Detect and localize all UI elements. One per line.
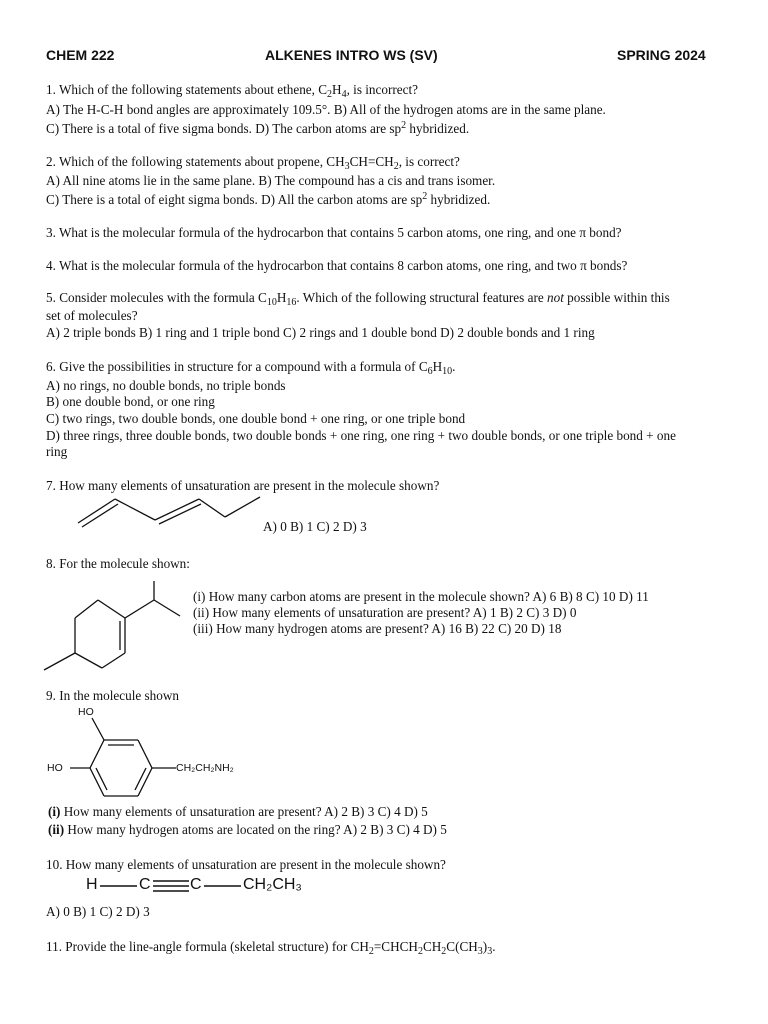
q10-atom-c1: C (139, 876, 151, 893)
q6-choice-c: C) two rings, two double bonds, one double bond + one ring, or one triple bond (46, 411, 466, 426)
q8-part-iii: (iii) How many hydrogen atoms are present? A) 16 B) 22 C) 20 D) 18 (193, 621, 562, 636)
q10-choices: A) 0 B) 1 C) 2 D) 3 (46, 904, 150, 919)
q9-label-ho-top: HO (78, 706, 94, 718)
q8-molecule-skeletal (40, 578, 190, 678)
q6-choice-d: D) three rings, three double bonds, two double bonds + one ring, one ring + two double bonds, or one triple bond + one (46, 428, 676, 443)
course-code: CHEM 222 (46, 47, 115, 63)
q6-choice-d-cont: ring (46, 444, 68, 459)
q2-choices-ab: A) All nine atoms lie in the same plane. B) The compound has a cis and trans isomer. (46, 173, 496, 188)
q5-choices: A) 2 triple bonds B) 1 ring and 1 triple bond C) 2 rings and 1 double bond D) 2 double bonds and 1 ring (46, 325, 595, 340)
q1-stem: 1. Which of the following statements about ethene, $C_2H_4$, is incorrect? (46, 82, 418, 100)
q9-part-ii: (ii) How many hydrogen atoms are located on the ring? A) 2 B) 3 C) 4 D) 5 (48, 822, 447, 837)
q6-stem: 6. Give the possibilities in structure for a compound with a formula of $C_6H_{10}$. (46, 359, 456, 377)
q2-choices-cd: C) There is a total of eight sigma bonds. D) All the carbon atoms are $sp^2$ hybridized. (46, 191, 491, 207)
q10-atom-h: H (86, 876, 98, 893)
q6-choice-a: A) no rings, no double bonds, no triple bonds (46, 378, 286, 393)
q8-stem: 8. For the molecule shown: (46, 556, 190, 571)
q9-label-ho-left: HO (47, 762, 63, 774)
q1-choices-ab: A) The H-C-H bond angles are approximately 109.5°. B) All of the hydrogen atoms are in the same plane. (46, 102, 606, 117)
q6-choice-b: B) one double bond, or one ring (46, 394, 215, 409)
q10-chain: CH₂CH₃ (243, 876, 302, 893)
q9-benzene-ring (60, 718, 180, 808)
q10-atom-c2: C (190, 876, 202, 893)
term-label: SPRING 2024 (617, 47, 706, 63)
q9-label-chain: CH₂CH₂NH₂ (176, 762, 234, 774)
q10-stem: 10. How many elements of unsaturation are present in the molecule shown? (46, 857, 446, 872)
q8-part-ii: (ii) How many elements of unsaturation are present? A) 1 B) 2 C) 3 D) 0 (193, 605, 577, 620)
q10-bonds (98, 877, 248, 897)
q11-stem: 11. Provide the line-angle formula (skeletal structure) for $CH_2=CHCH_2CH_2C(CH_3)_3$. (46, 939, 496, 957)
q9-stem: 9. In the molecule shown (46, 688, 179, 703)
q9-part-i: (i) How many elements of unsaturation are present? A) 2 B) 3 C) 4 D) 5 (48, 804, 428, 819)
q5-stem-cont: set of molecules? (46, 308, 138, 323)
q1-choices-cd: C) There is a total of five sigma bonds. D) The carbon atoms are $sp^2$ hybridized. (46, 120, 470, 136)
q7-stem: 7. How many elements of unsaturation are present in the molecule shown? (46, 478, 440, 493)
q7-molecule-skeletal (75, 495, 265, 535)
q2-stem: 2. Which of the following statements about propene, $CH_3CH=CH_2$, is correct? (46, 154, 460, 172)
worksheet-title: ALKENES INTRO WS (SV) (265, 47, 438, 63)
q8-part-i: (i) How many carbon atoms are present in the molecule shown? A) 6 B) 8 C) 10 D) 11 (193, 589, 649, 604)
q7-choices: A) 0 B) 1 C) 2 D) 3 (263, 519, 367, 534)
q5-stem: 5. Consider molecules with the formula $C_{10}H_{16}$. Which of the following structural features are not possible within this (46, 290, 670, 308)
q4-stem: 4. What is the molecular formula of the hydrocarbon that contains 8 carbon atoms, one ring, and two π bonds? (46, 258, 628, 273)
q3-stem: 3. What is the molecular formula of the hydrocarbon that contains 5 carbon atoms, one ring, and one π bond? (46, 225, 622, 240)
